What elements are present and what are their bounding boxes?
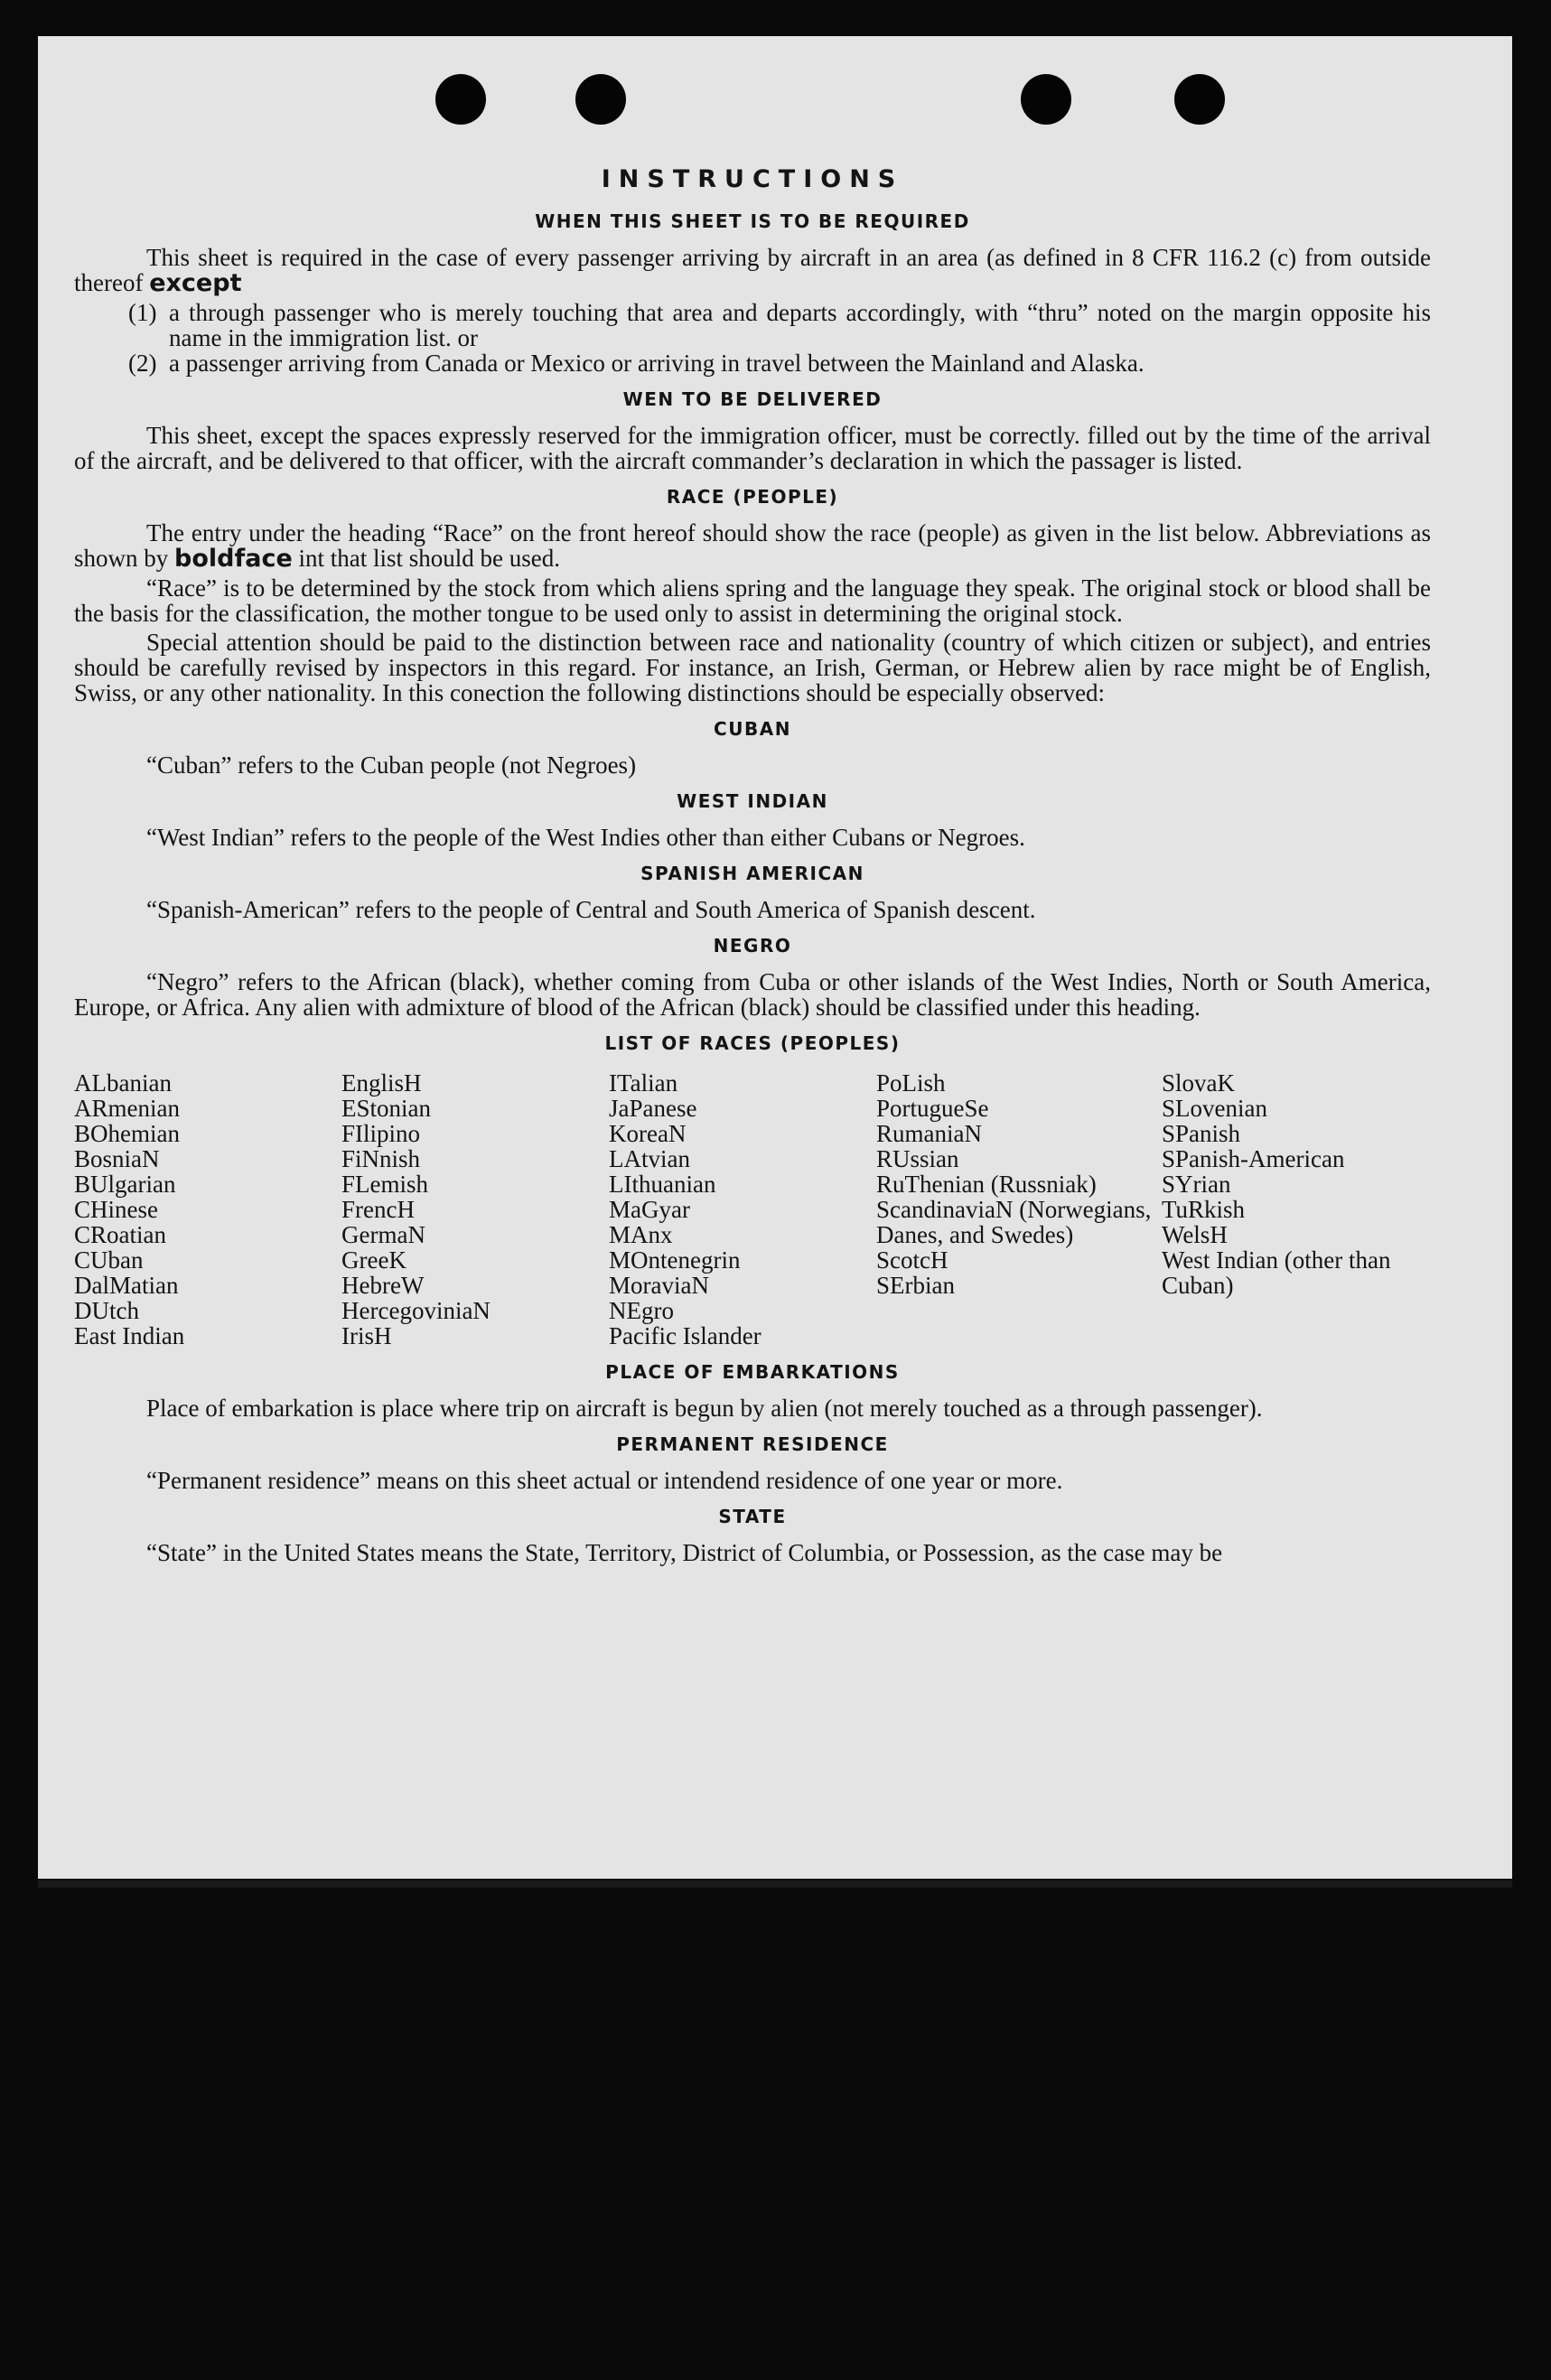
race-item: BOhemian bbox=[74, 1120, 180, 1147]
race-item: SPanish-American bbox=[1162, 1145, 1345, 1172]
when-required-intro: This sheet is required in the case of every passenger arriving by aircraft in an area (as defined in 8 CFR 116.2 (c) from outside thereof except bbox=[74, 244, 1431, 297]
west-indian-text: “West Indian” refers to the people of the West Indies other than either Cubans or Negroes. bbox=[146, 824, 1025, 851]
race-item: FIlipino bbox=[341, 1120, 421, 1147]
race-item: SLovenian bbox=[1162, 1095, 1267, 1122]
section-heading-state: STATE bbox=[718, 1506, 787, 1527]
race-item: SlovaK bbox=[1162, 1069, 1235, 1097]
race-item: GermaN bbox=[341, 1221, 425, 1248]
race-item: CUban bbox=[74, 1246, 144, 1274]
race-item: SErbian bbox=[876, 1272, 955, 1299]
race-item: FiNnish bbox=[341, 1145, 421, 1172]
race-item: WelsH bbox=[1162, 1221, 1228, 1248]
state-text: “State” in the United States means the State, Territory, District of Columbia, or Possession, as the case may be bbox=[146, 1539, 1223, 1566]
section-heading-when-delivered: WEN TO BE DELIVERED bbox=[622, 388, 883, 410]
race-item: FLemish bbox=[341, 1171, 429, 1198]
race-item: SPanish bbox=[1162, 1120, 1241, 1147]
race-item: KoreaN bbox=[609, 1120, 687, 1147]
race-item: DUtch bbox=[74, 1297, 139, 1324]
race-item: CRoatian bbox=[74, 1221, 166, 1248]
race-item: TuRkish bbox=[1162, 1196, 1246, 1223]
race-item: BosniaN bbox=[74, 1145, 160, 1172]
race-item: ScandinaviaN (Norwegians, Danes, and Swedes) bbox=[876, 1196, 1152, 1248]
race-item: EStonian bbox=[341, 1095, 431, 1122]
punch-hole bbox=[435, 74, 486, 125]
boldface-word: boldface bbox=[174, 545, 293, 573]
race-item: BUlgarian bbox=[74, 1171, 176, 1198]
race-item: NEgro bbox=[609, 1297, 674, 1324]
section-heading-negro: NEGRO bbox=[713, 935, 792, 957]
race-item: RUssian bbox=[876, 1145, 959, 1172]
punch-hole bbox=[575, 74, 626, 125]
races-list bbox=[74, 1070, 1431, 1349]
section-heading-when-required: WHEN THIS SHEET IS TO BE REQUIRED bbox=[535, 210, 970, 232]
section-heading-embarkation: PLACE OF EMBARKATIONS bbox=[605, 1361, 900, 1383]
race-item: SYrian bbox=[1162, 1171, 1231, 1198]
negro-text: “Negro” refers to the African (black), whether coming from Cuba or other islands of the West Indies, North or South America, Europe, or Africa. Any alien with admixture of blood of the African (black) should be classified under this heading. bbox=[74, 968, 1431, 1021]
race-item: FrencH bbox=[341, 1196, 415, 1223]
except-word: except bbox=[149, 269, 242, 297]
race-item: MOntenegrin bbox=[609, 1246, 741, 1274]
race-item: East Indian bbox=[74, 1322, 185, 1349]
embarkation-text: Place of embarkation is place where trip on aircraft is begun by alien (not merely touched as a through passenger). bbox=[146, 1395, 1263, 1422]
race-item: IrisH bbox=[341, 1322, 392, 1349]
section-heading-cuban: CUBAN bbox=[714, 718, 791, 740]
sheet-bottom-shadow bbox=[38, 1881, 1512, 1888]
race-item: ScotcH bbox=[876, 1246, 948, 1274]
races-column bbox=[876, 1070, 1162, 1349]
race-item: PortugueSe bbox=[876, 1095, 989, 1122]
section-heading-race: RACE (PEOPLE) bbox=[666, 486, 839, 508]
race-paragraph: Special attention should be paid to the distinction between race and nationality (country of which citizen or subject), and entries should be carefully revised by inspectors in this regard. For instance, an Irish, German, or Hebrew alien by race might be of English, Swiss, or any other nationality. In this conection the following distinctions should be especially observed: bbox=[74, 629, 1431, 706]
race-item: JaPanese bbox=[609, 1095, 697, 1122]
race-item: CHinese bbox=[74, 1196, 158, 1223]
when-delivered-text: This sheet, except the spaces expressly reserved for the immigration officer, must be correctly. filled out by the time of the arrival of the aircraft, and be delivered to that officer, with the aircraft commander’s declaration in which the passager is listed. bbox=[74, 422, 1431, 474]
section-heading-residence: PERMANENT RESIDENCE bbox=[616, 1433, 889, 1455]
race-item: PoLish bbox=[876, 1069, 946, 1097]
race-paragraph: The entry under the heading “Race” on the front hereof should show the race (people) as given in the list below. Abbreviations as shown by boldface int that list should be used. bbox=[74, 519, 1431, 573]
instructions-content bbox=[74, 167, 1431, 1569]
races-column bbox=[341, 1070, 609, 1349]
section-heading-spanish-american: SPANISH AMERICAN bbox=[640, 863, 864, 884]
race-item: ARmenian bbox=[74, 1095, 180, 1122]
cuban-text: “Cuban” refers to the Cuban people (not Negroes) bbox=[146, 751, 637, 779]
race-item: EnglisH bbox=[341, 1069, 422, 1097]
race-item: HebreW bbox=[341, 1272, 425, 1299]
page-title: INSTRUCTIONS bbox=[601, 165, 904, 193]
races-column bbox=[74, 1070, 341, 1349]
race-paragraph: “Race” is to be determined by the stock from which aliens spring and the language they speak. The original stock or blood shall be the basis for the classification, the mother tongue to be used only to assist in determining the original stock. bbox=[74, 574, 1431, 627]
race-item: LIthuanian bbox=[609, 1171, 716, 1198]
exception-item: (1) a through passenger who is merely touching that area and departs accordingly, with “thru” noted on the margin opposite his name in the immigration list. or bbox=[128, 299, 1431, 351]
spanish-american-text: “Spanish-American” refers to the people of Central and South America of Spanish descent. bbox=[146, 896, 1036, 923]
race-item: GreeK bbox=[341, 1246, 406, 1274]
residence-text: “Permanent residence” means on this sheet actual or intendend residence of one year or more. bbox=[146, 1467, 1063, 1494]
race-item: HercegoviniaN bbox=[341, 1297, 491, 1324]
race-item: ALbanian bbox=[74, 1069, 172, 1097]
race-item: LAtvian bbox=[609, 1145, 690, 1172]
races-column bbox=[1162, 1070, 1397, 1349]
section-heading-west-indian: WEST INDIAN bbox=[677, 790, 828, 812]
document-sheet bbox=[38, 36, 1512, 1879]
punch-hole bbox=[1174, 74, 1225, 125]
race-item: RuThenian (Russniak) bbox=[876, 1171, 1097, 1198]
race-item: DalMatian bbox=[74, 1272, 179, 1299]
race-item: MaGyar bbox=[609, 1196, 690, 1223]
race-item: RumaniaN bbox=[876, 1120, 982, 1147]
punch-hole bbox=[1021, 74, 1071, 125]
races-column bbox=[609, 1070, 876, 1349]
section-heading-races-list: LIST OF RACES (PEOPLES) bbox=[604, 1032, 901, 1054]
exception-item: (2) a passenger arriving from Canada or Mexico or arriving in travel between the Mainland and Alaska. bbox=[128, 350, 1145, 377]
race-item: West Indian (other than Cuban) bbox=[1162, 1246, 1391, 1299]
race-item: MoraviaN bbox=[609, 1272, 709, 1299]
race-item: MAnx bbox=[609, 1221, 673, 1248]
race-item: Pacific Islander bbox=[609, 1322, 761, 1349]
race-item: ITalian bbox=[609, 1069, 678, 1097]
